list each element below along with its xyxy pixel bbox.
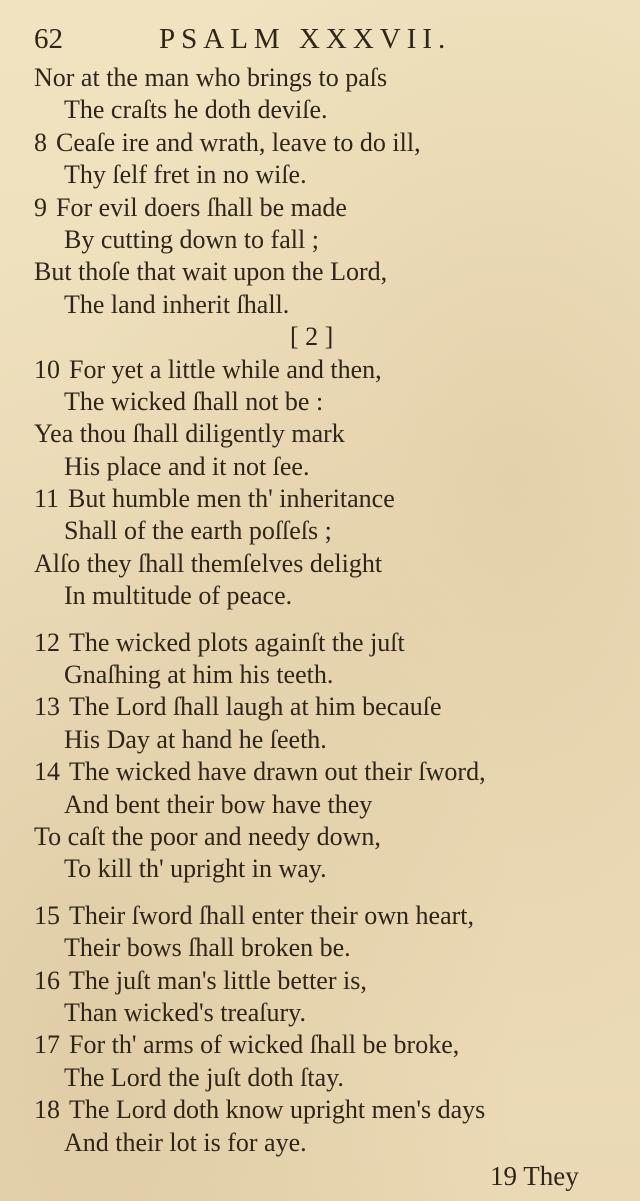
verse-line — [34, 932, 624, 964]
verse-line — [34, 386, 624, 418]
verse-line — [34, 224, 624, 256]
page-number: 62 — [34, 23, 63, 55]
verse-number: 11 — [34, 484, 60, 514]
verse-line — [34, 418, 624, 450]
verse-line — [34, 289, 624, 321]
line-text: The Lord doth know upright men's days — [69, 1095, 486, 1125]
verse-line — [34, 821, 624, 853]
line-text: The wicked have drawn out their ſword, — [69, 757, 486, 787]
verse-line-numbered — [34, 900, 624, 932]
verse-number: 12 — [34, 627, 60, 657]
verse-line — [34, 62, 624, 94]
verse-line-numbered — [34, 965, 624, 997]
line-text: To kill th' upright in way. — [64, 854, 327, 884]
line-text: Their bows ſhall broken be. — [64, 933, 351, 963]
line-text: For evil doers ſhall be made — [56, 192, 347, 222]
verse-number: 15 — [34, 900, 60, 930]
line-text: But humble men th' inheritance — [68, 484, 395, 514]
line-text: For th' arms of wicked ſhall be broke, — [69, 1030, 460, 1060]
verse-number: 9 — [34, 192, 47, 222]
verse-line-numbered — [34, 1029, 624, 1061]
verse-line — [34, 580, 624, 612]
line-text: By cutting down to fall ; — [64, 224, 319, 254]
verse-line — [34, 1127, 624, 1159]
line-text: Thy ſelf fret in no wiſe. — [64, 160, 307, 190]
verse-number: 16 — [34, 965, 60, 995]
verse-line — [34, 724, 624, 756]
line-text: The land inherit ſhall. — [64, 289, 290, 319]
verse-line-numbered — [34, 1094, 624, 1126]
line-text: Than wicked's treaſury. — [64, 997, 306, 1027]
line-text: Gnaſhing at him his teeth. — [64, 660, 334, 690]
verse-number: 13 — [34, 692, 60, 722]
line-text: The Lord the juſt doth ſtay. — [64, 1062, 344, 1092]
verse-number: 17 — [34, 1030, 60, 1060]
part-marker — [34, 321, 624, 353]
verse-line-numbered — [34, 192, 624, 224]
line-text: For yet a little while and then, — [69, 354, 382, 384]
verse-line-numbered — [34, 127, 624, 159]
verse-line — [34, 853, 624, 885]
line-text: [ 2 ] — [290, 322, 334, 352]
line-text: His Day at hand he ſeeth. — [64, 724, 327, 754]
running-title: PSALM XXXVII. — [159, 23, 452, 55]
verse-number: 18 — [34, 1095, 60, 1125]
line-text: Nor at the man who brings to paſs — [34, 63, 388, 92]
running-header — [34, 19, 494, 59]
catchword: 19 They — [490, 1161, 579, 1191]
verse-number: 8 — [34, 127, 47, 157]
verse-line — [34, 256, 624, 288]
line-text: In multitude of peace. — [64, 581, 293, 611]
verse-line — [34, 548, 624, 580]
line-text: The wicked ſhall not be : — [64, 386, 324, 416]
line-text: The Lord ſhall laugh at him becauſe — [69, 692, 442, 722]
line-text: Their ſword ſhall enter their own heart, — [69, 900, 475, 930]
verse-line — [34, 94, 624, 126]
verse-line-numbered — [34, 483, 624, 515]
verse-number: 14 — [34, 757, 60, 787]
line-text: Shall of the earth poſſeſs ; — [64, 516, 332, 546]
line-text: And bent their bow have they — [64, 789, 373, 819]
verse-line-numbered — [34, 354, 624, 386]
verse-line — [34, 1062, 624, 1094]
line-text: And their lot is for aye. — [64, 1127, 307, 1157]
verse-number: 10 — [34, 354, 60, 384]
verse-line — [34, 451, 624, 483]
verse-line — [34, 659, 624, 691]
line-text: The wicked plots againſt the juſt — [69, 627, 405, 657]
line-text: Ceaſe ire and wrath, leave to do ill, — [56, 127, 421, 157]
verse-line — [34, 789, 624, 821]
verse-line — [34, 159, 624, 191]
verse-line — [34, 515, 624, 547]
verse-line-numbered — [34, 627, 624, 659]
line-text: To caſt the poor and needy down, — [34, 821, 381, 851]
verse-line-numbered — [34, 756, 624, 788]
line-text: The juſt man's little better is, — [69, 965, 367, 995]
verse-line — [34, 997, 624, 1029]
psalm-text — [34, 62, 624, 1159]
verse-line-numbered — [34, 691, 624, 723]
line-text: The craſts he doth deviſe. — [64, 95, 328, 125]
line-text: But thoſe that wait upon the Lord, — [34, 257, 388, 287]
line-text: Yea thou ſhall diligently mark — [34, 419, 345, 449]
line-text: His place and it not ſee. — [64, 451, 310, 481]
line-text: Alſo they ſhall themſelves delight — [34, 548, 383, 578]
